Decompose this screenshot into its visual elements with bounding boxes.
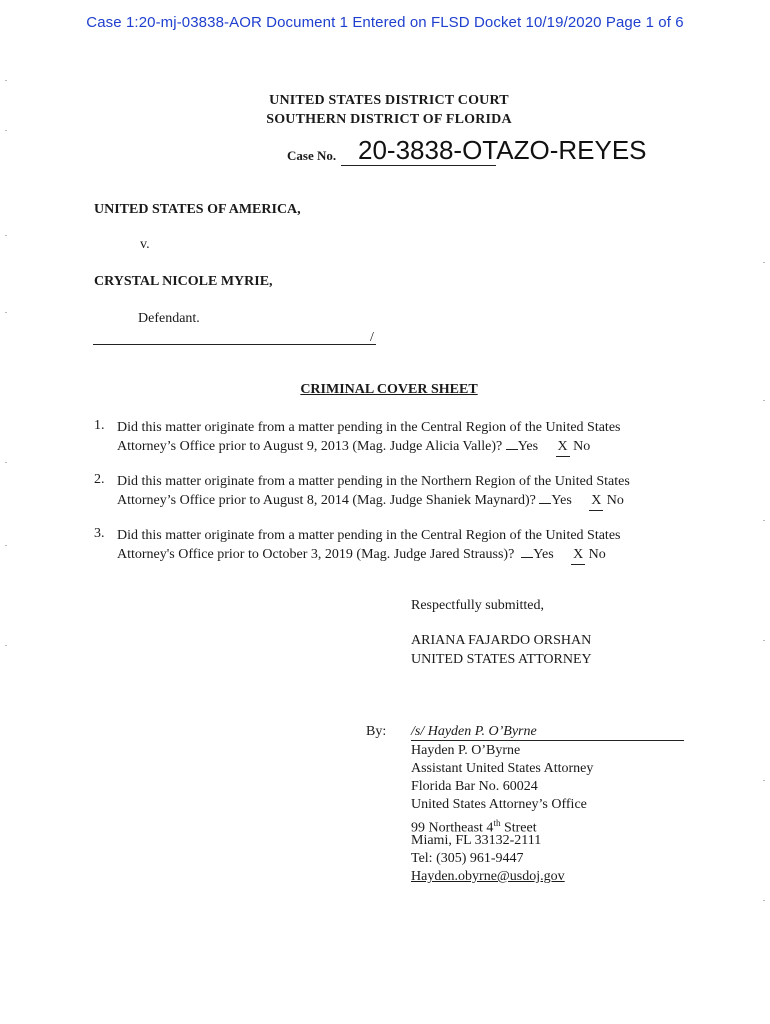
yes-blank bbox=[506, 449, 518, 450]
no-label: No bbox=[606, 493, 624, 508]
case-number: 20-3838-OTAZO-REYES bbox=[358, 135, 647, 165]
no-checkmark: X bbox=[571, 545, 585, 565]
question-3-text: Attorney's Office prior to October 3, 2019 (Mag. Judge Jared Strauss)? bbox=[117, 547, 515, 562]
street-name: Street bbox=[500, 820, 537, 836]
electronic-signature: /s/ Hayden P. O’Byrne bbox=[411, 724, 684, 741]
no-checkmark: X bbox=[589, 491, 603, 511]
question-1-line1: Did this matter originate from a matter pending in the Central Region of the United States bbox=[117, 420, 621, 435]
signer-name: Hayden P. O’Byrne bbox=[411, 743, 521, 758]
no-label: No bbox=[588, 547, 606, 562]
street-number: 99 Northeast 4 bbox=[411, 820, 494, 836]
telephone: Tel: (305) 961-9447 bbox=[411, 851, 524, 866]
court-name-line1: UNITED STATES DISTRICT COURT bbox=[269, 93, 509, 108]
office-name: United States Attorney’s Office bbox=[411, 797, 587, 812]
question-1-text: Attorney’s Office prior to August 9, 2013 (Mag. Judge Alicia Valle)? bbox=[117, 439, 503, 454]
question-2-line2 bbox=[117, 491, 624, 511]
us-attorney-title: UNITED STATES ATTORNEY bbox=[411, 652, 592, 667]
respectfully-submitted: Respectfully submitted, bbox=[411, 598, 544, 613]
defendant-label: Defendant. bbox=[138, 311, 200, 326]
yes-label: Yes bbox=[517, 439, 539, 454]
question-number: 1. bbox=[94, 418, 105, 433]
question-number: 3. bbox=[94, 526, 105, 541]
docket-header-stamp: Case 1:20-mj-03838-AOR Document 1 Entered on FLSD Docket 10/19/2020 Page 1 of 6 bbox=[86, 14, 684, 31]
cover-sheet-title: CRIMINAL COVER SHEET bbox=[300, 382, 478, 397]
signer-role: Assistant United States Attorney bbox=[411, 761, 594, 776]
question-1-line2 bbox=[117, 437, 590, 457]
yes-label: Yes bbox=[551, 493, 572, 508]
question-2-line1: Did this matter originate from a matter pending in the Northern Region of the United States bbox=[117, 474, 630, 489]
defendant-name: CRYSTAL NICOLE MYRIE, bbox=[94, 274, 273, 289]
us-attorney-name: ARIANA FAJARDO ORSHAN bbox=[411, 633, 592, 648]
plaintiff-name: UNITED STATES OF AMERICA, bbox=[94, 202, 301, 217]
yes-blank bbox=[539, 503, 551, 504]
city-state-zip: Miami, FL 33132-2111 bbox=[411, 833, 542, 848]
case-number-label: Case No. bbox=[287, 148, 337, 163]
question-3-line2 bbox=[117, 545, 606, 565]
question-3-line1: Did this matter originate from a matter pending in the Central Region of the United States bbox=[117, 528, 621, 543]
by-label: By: bbox=[366, 724, 387, 739]
question-2-text: Attorney’s Office prior to August 8, 2014 (Mag. Judge Shaniek Maynard)? bbox=[117, 493, 536, 508]
street-ordinal: th bbox=[493, 818, 501, 828]
versus-label: v. bbox=[140, 237, 150, 252]
email-link[interactable]: Hayden.obyrne@usdoj.gov bbox=[411, 869, 565, 884]
bar-number: Florida Bar No. 60024 bbox=[411, 779, 538, 794]
caption-rule bbox=[93, 344, 376, 345]
court-name-line2: SOUTHERN DISTRICT OF FLORIDA bbox=[266, 112, 512, 127]
no-label: No bbox=[573, 439, 591, 454]
no-checkmark: X bbox=[556, 437, 570, 457]
question-number: 2. bbox=[94, 472, 105, 487]
yes-blank bbox=[521, 557, 533, 558]
caption-slash: / bbox=[370, 330, 374, 345]
yes-label: Yes bbox=[533, 547, 554, 562]
